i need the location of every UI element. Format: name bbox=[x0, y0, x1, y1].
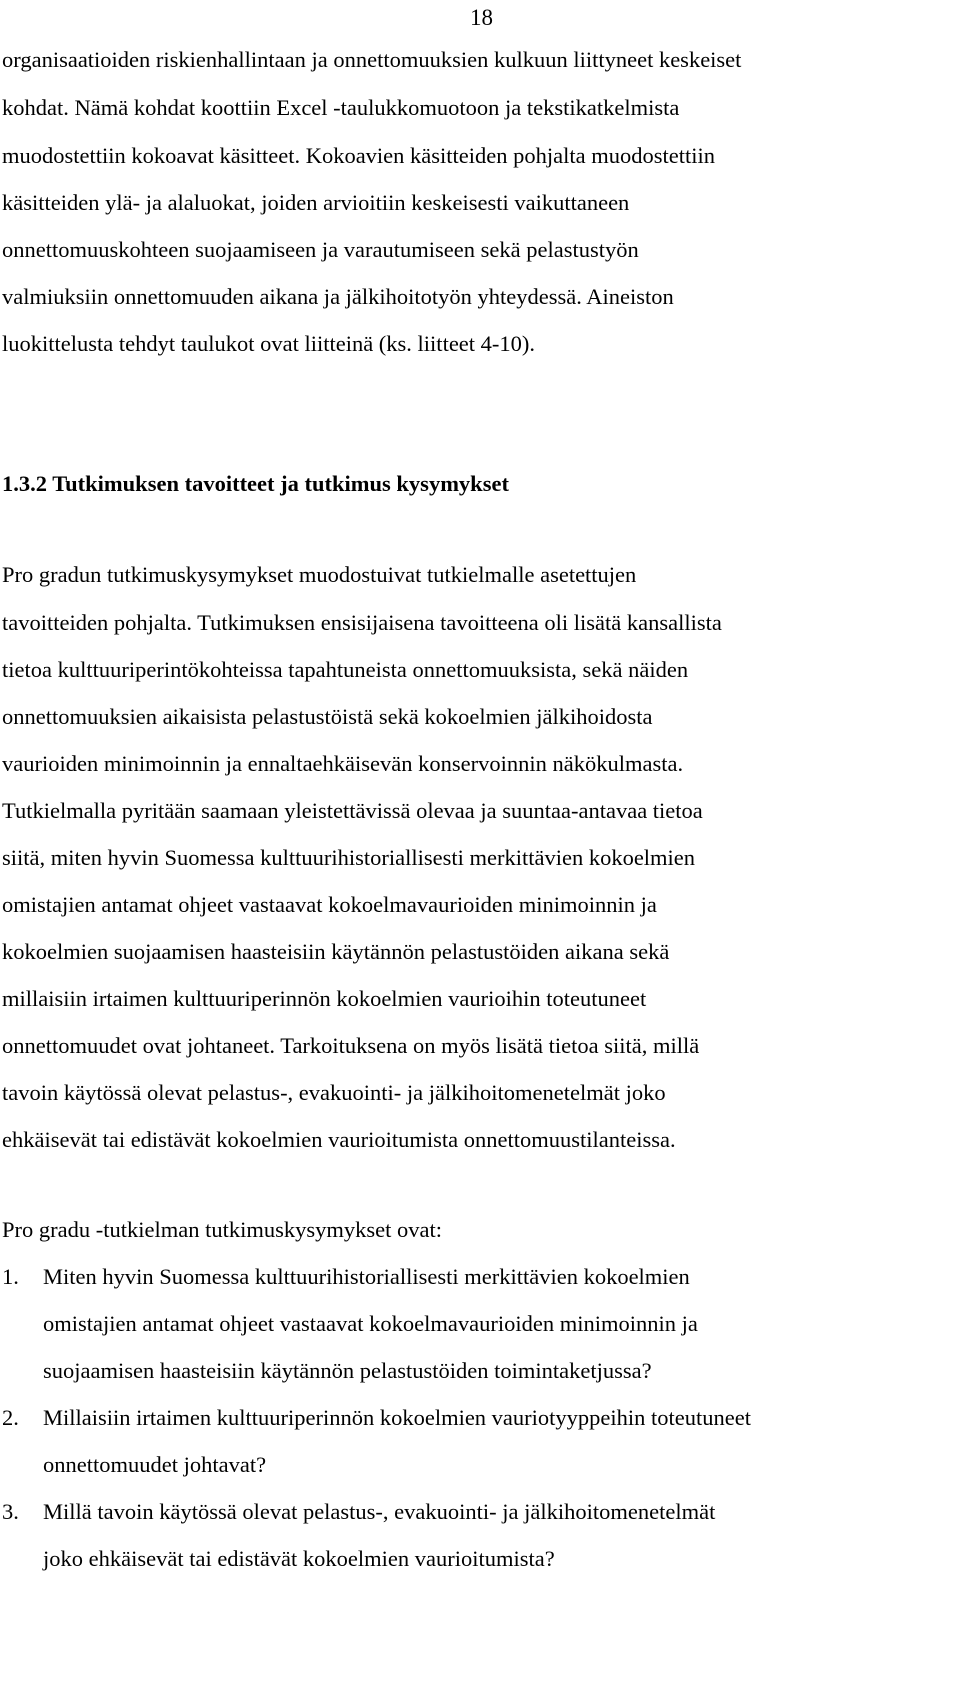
list-item-number: 1. bbox=[2, 1264, 19, 1289]
text-line: Tutkielmalla pyritään saamaan yleistettävissä olevaa ja suuntaa-antavaa tietoa bbox=[2, 798, 703, 823]
text-line: muodostettiin kokoavat käsitteet. Kokoavien käsitteiden pohjalta muodostettiin bbox=[2, 143, 715, 168]
text-line: tavoitteiden pohjalta. Tutkimuksen ensisijaisena tavoitteena oli lisätä kansallista bbox=[2, 610, 722, 635]
text-line: tietoa kulttuuriperintökohteissa tapahtuneista onnettomuuksista, sekä näiden bbox=[2, 657, 689, 682]
text-line: onnettomuuksien aikaisista pelastustöistä sekä kokoelmien jälkihoidosta bbox=[2, 704, 653, 729]
text-line: kokoelmien suojaamisen haasteisiin käytännön pelastustöiden aikana sekä bbox=[2, 939, 670, 964]
list-item-line: suojaamisen haasteisiin käytännön pelastustöiden toimintaketjussa? bbox=[43, 1358, 652, 1383]
section-heading: 1.3.2 Tutkimuksen tavoitteet ja tutkimus kysymykset bbox=[2, 471, 509, 496]
text-line: onnettomuuskohteen suojaamiseen ja varautumiseen sekä pelastustyön bbox=[2, 237, 639, 262]
text-line: omistajien antamat ohjeet vastaavat kokoelmavaurioiden minimoinnin ja bbox=[2, 892, 657, 917]
list-item-line: joko ehkäisevät tai edistävät kokoelmien vaurioitumista? bbox=[43, 1546, 555, 1571]
text-line: organisaatioiden riskienhallintaan ja onnettomuuksien kulkuun liittyneet keskeiset bbox=[2, 47, 742, 72]
text-line: millaisiin irtaimen kulttuuriperinnön kokoelmien vaurioihin toteutuneet bbox=[2, 986, 647, 1011]
text-line: luokittelusta tehdyt taulukot ovat liitteinä (ks. liitteet 4-10). bbox=[2, 331, 536, 356]
text-line: Pro gradun tutkimuskysymykset muodostuivat tutkielmalle asetettujen bbox=[2, 562, 637, 587]
list-item-line: Millaisiin irtaimen kulttuuriperinnön kokoelmien vauriotyyppeihin toteutuneet bbox=[43, 1405, 751, 1430]
text-line: vaurioiden minimoinnin ja ennaltaehkäisevän konservoinnin näkökulmasta. bbox=[2, 751, 684, 776]
questions-intro: Pro gradu -tutkielman tutkimuskysymykset ovat: bbox=[2, 1217, 442, 1242]
list-item-line: Miten hyvin Suomessa kulttuurihistoriallisesti merkittävien kokoelmien bbox=[43, 1264, 690, 1289]
text-line: käsitteiden ylä- ja alaluokat, joiden arvioitiin keskeisesti vaikuttaneen bbox=[2, 190, 630, 215]
list-item-line: Millä tavoin käytössä olevat pelastus-, evakuointi- ja jälkihoitomenetelmät bbox=[43, 1499, 716, 1524]
text-line: onnettomuudet ovat johtaneet. Tarkoituksena on myös lisätä tietoa siitä, millä bbox=[2, 1033, 700, 1058]
page-number: 18 bbox=[470, 5, 493, 30]
list-item-number: 3. bbox=[2, 1499, 19, 1524]
list-item-line: onnettomuudet johtavat? bbox=[43, 1452, 267, 1477]
text-line: ehkäisevät tai edistävät kokoelmien vaurioitumista onnettomuustilanteissa. bbox=[2, 1127, 676, 1152]
text-line: valmiuksiin onnettomuuden aikana ja jälkihoitotyön yhteydessä. Aineiston bbox=[2, 284, 674, 309]
text-line: kohdat. Nämä kohdat koottiin Excel -taulukkomuotoon ja tekstikatkelmista bbox=[2, 95, 680, 120]
list-item-number: 2. bbox=[2, 1405, 19, 1430]
text-line: siitä, miten hyvin Suomessa kulttuurihistoriallisesti merkittävien kokoelmien bbox=[2, 845, 696, 870]
text-line: tavoin käytössä olevat pelastus-, evakuointi- ja jälkihoitomenetelmät joko bbox=[2, 1080, 666, 1105]
list-item-line: omistajien antamat ohjeet vastaavat kokoelmavaurioiden minimoinnin ja bbox=[43, 1311, 698, 1336]
